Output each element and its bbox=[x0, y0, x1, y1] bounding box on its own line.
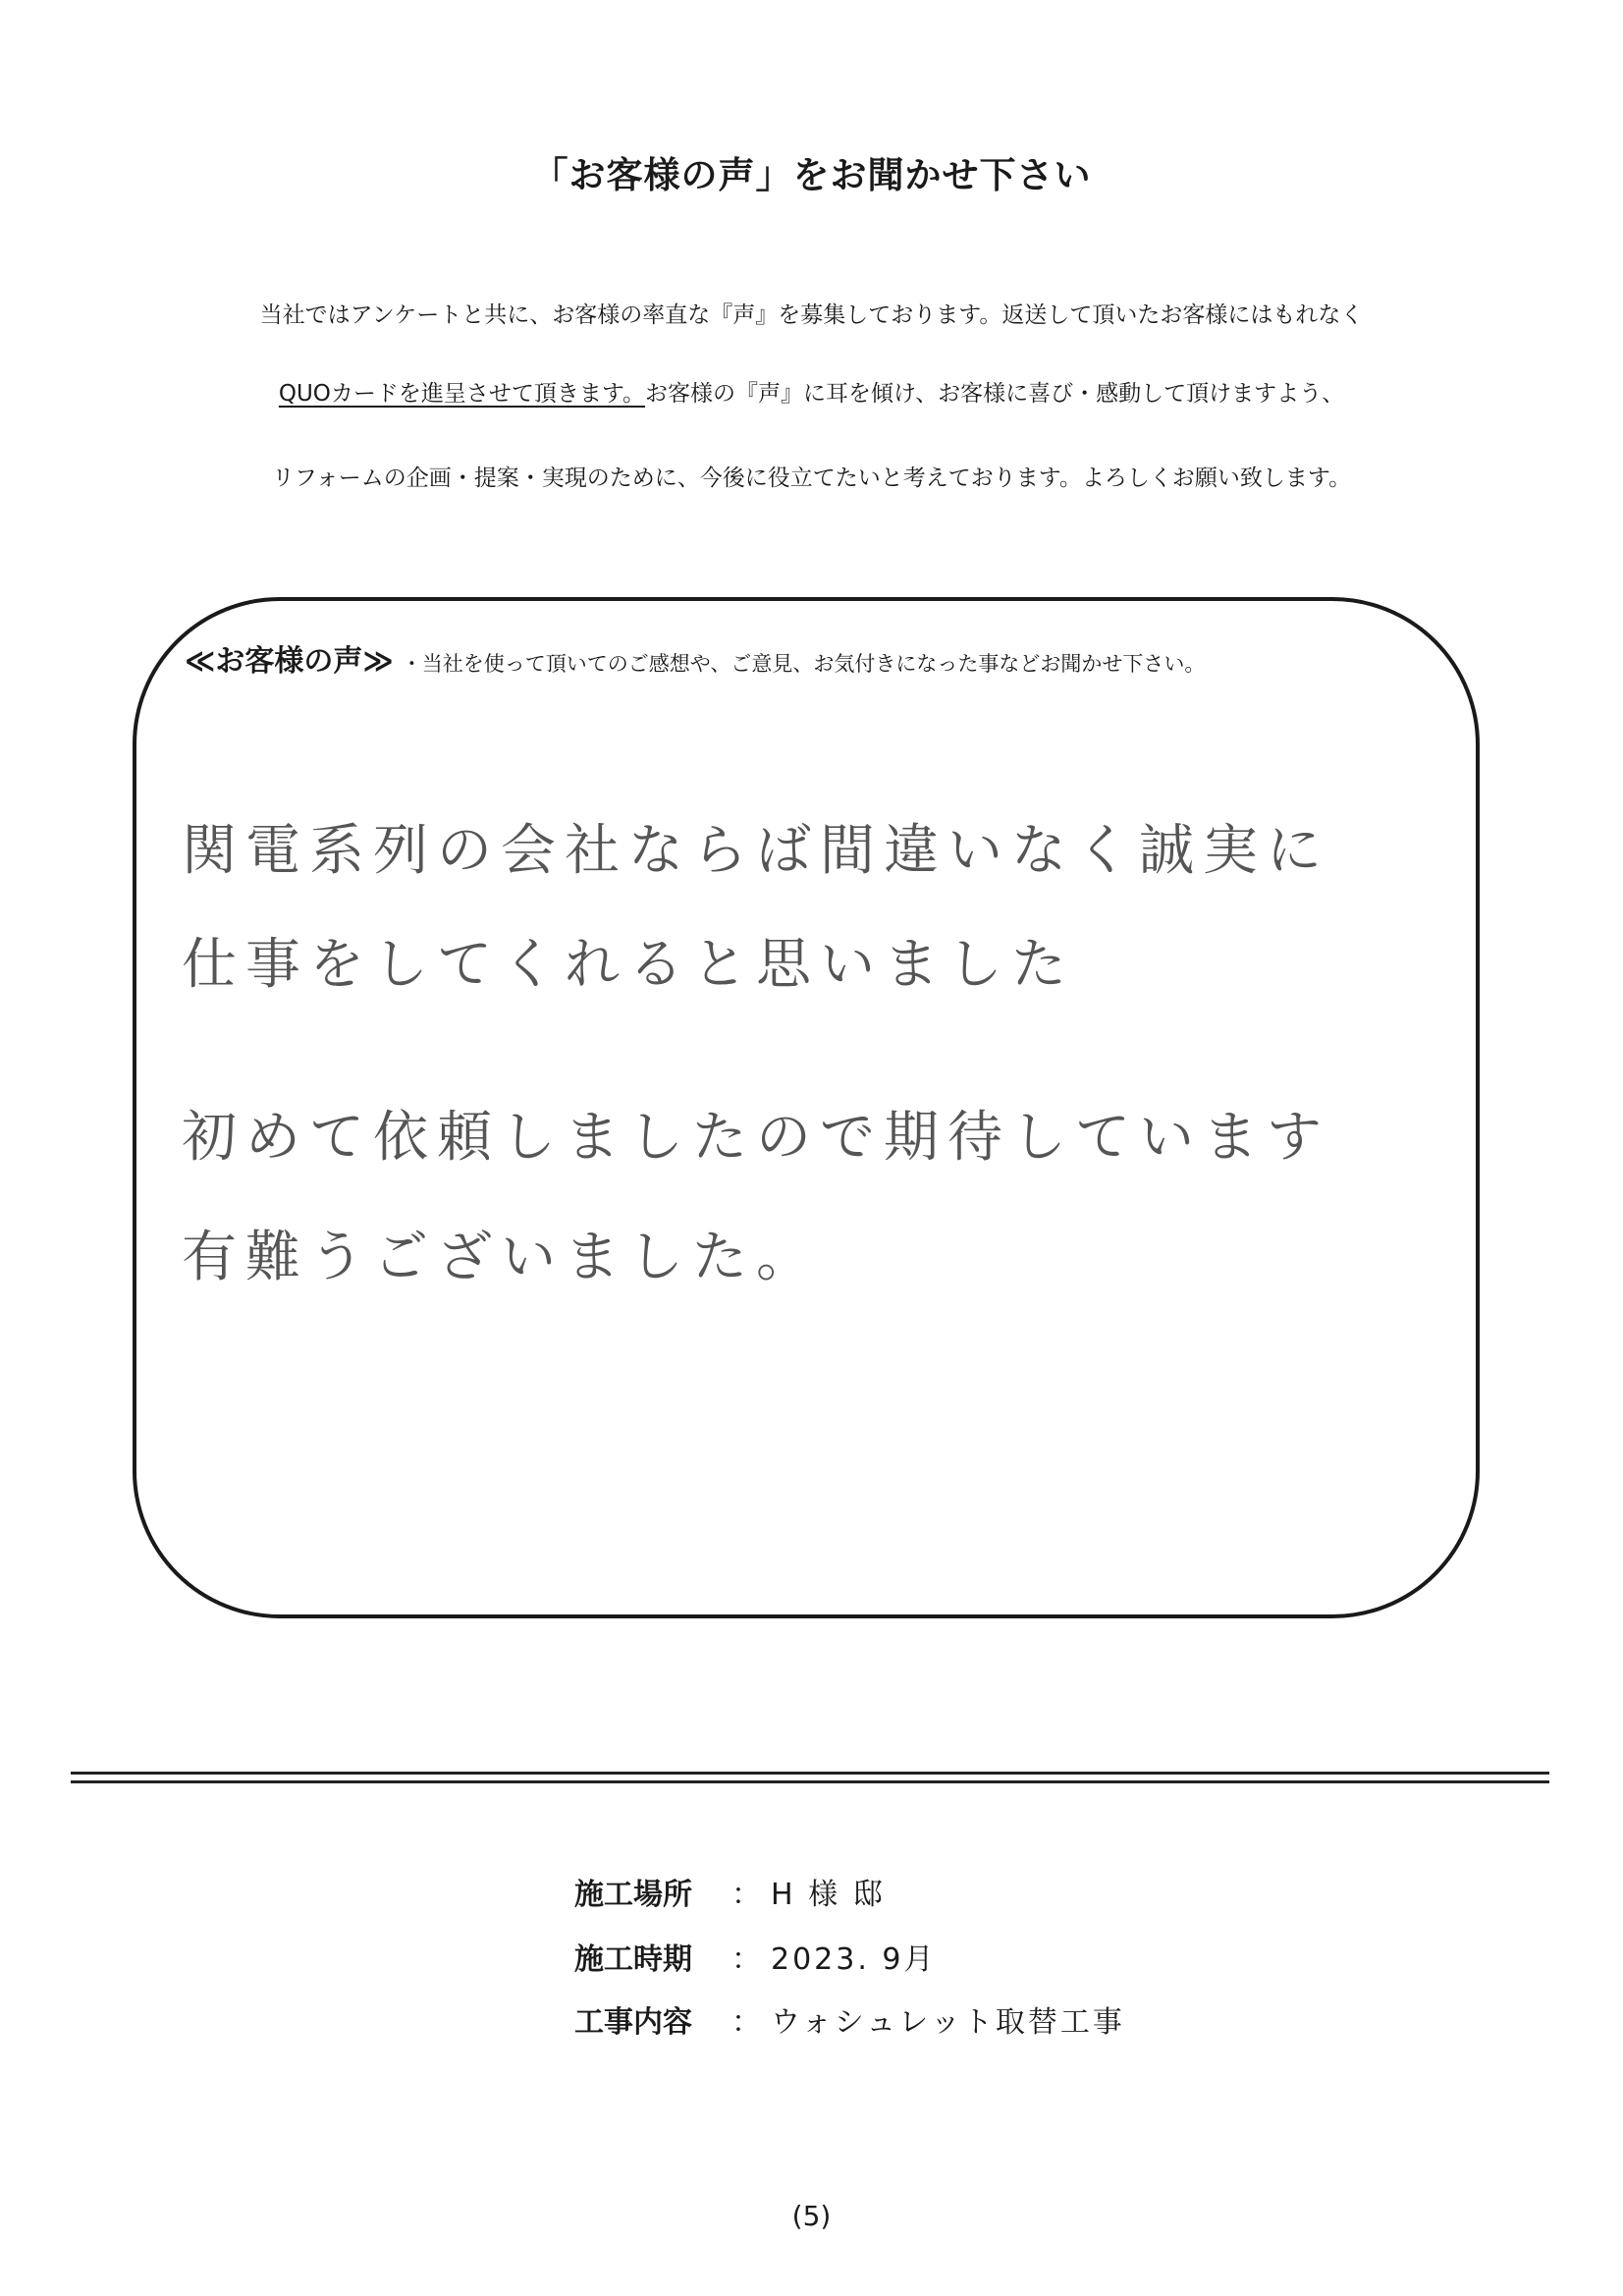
page-title: 「お客様の声」をお聞かせ下さい bbox=[531, 154, 1092, 196]
intro-line-2 bbox=[0, 375, 1623, 408]
intro-underlined-text: QUOカードを進呈させて頂きます。 bbox=[278, 381, 646, 407]
info-value: H 様 邸 bbox=[771, 1878, 886, 1912]
handwritten-line-2: 仕事をしてくれると思いました bbox=[182, 933, 1075, 997]
intro-line-3: リフォームの企画・提案・実現のために、今後に役立てたいと考えております。よろしくお願い致します。 bbox=[271, 465, 1352, 491]
info-row-work bbox=[574, 1997, 1125, 2041]
info-value: 2023. 9月 bbox=[771, 1942, 937, 1977]
info-value: ウォシュレット取替工事 bbox=[771, 2005, 1125, 2040]
handwritten-line-3: 初めて依頼しましたので期待しています bbox=[182, 1106, 1330, 1170]
intro-line-1: 当社ではアンケートと共に、お客様の率直な『声』を募集しております。返送して頂いたお客様にはもれなく bbox=[259, 302, 1364, 328]
double-divider-top bbox=[71, 1772, 1549, 1775]
voice-box-prompt: ・当社を使って頂いてのご感想や、ご意見、お気付きになった事などお聞かせ下さい。 bbox=[401, 652, 1206, 676]
info-separator: ： bbox=[731, 1878, 761, 1912]
handwritten-line-1: 関電系列の会社ならば間違いなく誠実に bbox=[182, 819, 1330, 883]
voice-box-title: ≪お客様の声≫ bbox=[185, 644, 394, 679]
info-label: 工事内容 bbox=[574, 2005, 692, 2040]
info-label: 施工場所 bbox=[574, 1878, 692, 1912]
voice-box-header bbox=[185, 636, 1205, 680]
info-separator: ： bbox=[731, 1942, 761, 1977]
info-row-location bbox=[574, 1870, 886, 1913]
handwritten-line-4: 有難うございました。 bbox=[182, 1226, 820, 1289]
info-row-period bbox=[574, 1935, 937, 1978]
page-number: (5) bbox=[791, 2200, 832, 2232]
double-divider-bottom bbox=[71, 1780, 1549, 1783]
intro-line-2-rest: お客様の『声』に耳を傾け、お客様に喜び・感動して頂けますよう、 bbox=[645, 381, 1345, 407]
info-label: 施工時期 bbox=[574, 1942, 692, 1977]
info-separator: ： bbox=[731, 2005, 761, 2040]
